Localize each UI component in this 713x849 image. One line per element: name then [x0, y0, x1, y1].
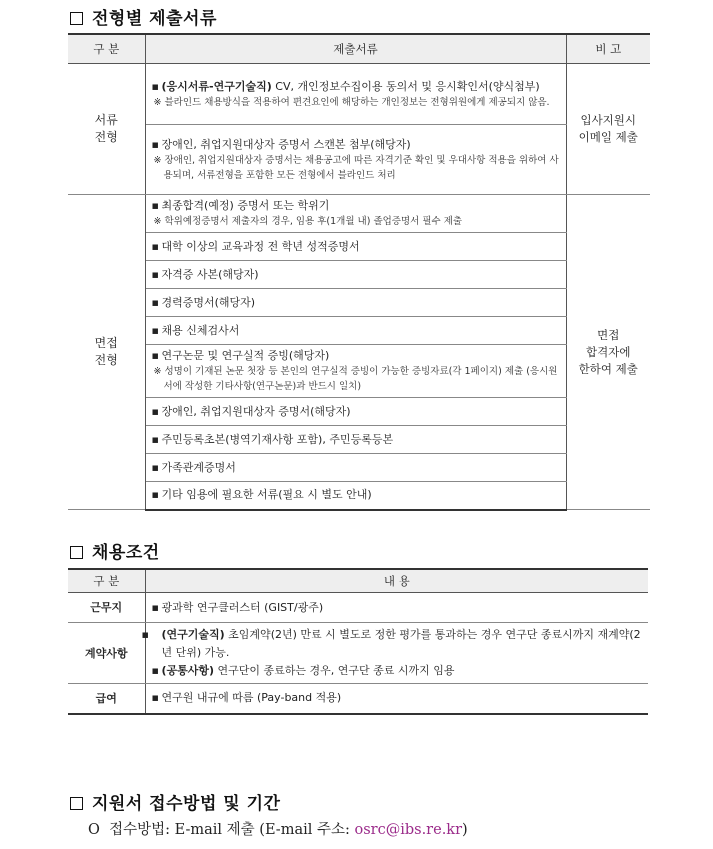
doc-item-1: ▪ (응시서류-연구기술직) CV, 개인정보수집이용 동의서 및 응시확인서(양식첨부) ※ 블라인드 채용방식을 적용하여 편견요인에 해당하는 개인정보는 전형위원에게 제공되지 않음. — [145, 64, 566, 125]
row-label-contract: 계약사항 — [68, 623, 145, 684]
interview-item-5: ▪ 채용 신체검사서 — [145, 317, 566, 345]
documents-table-header — [68, 34, 650, 64]
interview-stage-remark: 면접 합격자에 한하여 제출 — [566, 195, 650, 510]
checkbox-square-icon — [70, 12, 83, 25]
table-row — [68, 398, 650, 426]
section-title-application: 지원서 접수방법 및 기간 — [70, 789, 280, 814]
table-row — [68, 623, 648, 684]
application-method: O 접수방법: E-mail 제출 (E-mail 주소: osrc@ibs.re.kr) — [88, 822, 468, 838]
doc-item-2: ▪ 장애인, 취업지원대상자 증명서 스캔본 첨부(해당자) ※ 장애인, 취업지원대상자 증명서는 채용공고에 따른 자격기준 확인 및 우대사항 적용을 위하여 사용되며, 서류전형을 포함한 모든 전형에서 블라인드 처리 — [145, 125, 566, 195]
table-row — [68, 684, 648, 714]
table-row — [68, 289, 650, 317]
row-label-salary: 급여 — [68, 684, 145, 714]
row-content-contract: ▪ (연구기술직) 초임계약(2년) 만료 시 별도로 정한 평가를 통과하는 경우 연구단 종료시까지 재계약(2년 단위) 가능. ▪ (공통사항) 연구단이 종료하는 경우, 연구단 종료 시까지 임용 — [145, 623, 648, 684]
interview-item-1: ▪ 최종합격(예정) 증명서 또는 학위기 ※ 학위예정증명서 제출자의 경우, 임용 후(1개월 내) 졸업증명서 필수 제출 — [145, 195, 566, 233]
conditions-table-header — [68, 569, 648, 593]
conditions-table — [68, 568, 648, 715]
table-row — [68, 593, 648, 623]
table-row — [68, 195, 650, 233]
row-content-workplace: ▪ 광과학 연구클러스터 (GIST/광주) — [145, 593, 648, 623]
table-row — [68, 426, 650, 454]
email-link[interactable]: osrc@ibs.re.kr — [354, 822, 463, 838]
header-category: 구 분 — [68, 34, 145, 64]
doc-stage-remark: 입사지원시 이메일 제출 — [566, 64, 650, 195]
section-title-documents: 전형별 제출서류 — [70, 4, 217, 29]
header-remark: 비 고 — [566, 34, 650, 64]
interview-item-6: ▪ 연구논문 및 연구실적 증빙(해당자) ※ 성명이 기재된 논문 첫장 등 본인의 연구실적 증빙이 가능한 증빙자료(각 1페이지) 제출 (응시원서에 작성한 기타사항(연구논문)과 반드시 일치) — [145, 345, 566, 398]
interview-item-8: ▪ 주민등록초본(병역기재사항 포함), 주민등록등본 — [145, 426, 566, 454]
table-row — [68, 125, 650, 195]
table-row — [68, 261, 650, 289]
interview-item-10: ▪ 기타 임용에 필요한 서류(필요 시 별도 안내) — [145, 482, 566, 510]
header-content: 내 용 — [145, 569, 648, 593]
interview-item-4: ▪ 경력증명서(해당자) — [145, 289, 566, 317]
checkbox-square-icon — [70, 797, 83, 810]
interview-item-2: ▪ 대학 이상의 교육과정 전 학년 성적증명서 — [145, 233, 566, 261]
table-row — [68, 233, 650, 261]
header-category: 구 분 — [68, 569, 145, 593]
circle-bullet: O — [88, 822, 100, 838]
table-row — [68, 454, 650, 482]
section-title-conditions: 채용조건 — [70, 538, 160, 563]
doc-stage-category: 서류 전형 — [68, 64, 145, 195]
table-row — [68, 345, 650, 398]
table-row — [68, 482, 650, 510]
row-content-salary: ▪ 연구원 내규에 따름 (Pay-band 적용) — [145, 684, 648, 714]
checkbox-square-icon — [70, 546, 83, 559]
interview-item-9: ▪ 가족관계증명서 — [145, 454, 566, 482]
interview-item-3: ▪ 자격증 사본(해당자) — [145, 261, 566, 289]
interview-item-7: ▪ 장애인, 취업지원대상자 증명서(해당자) — [145, 398, 566, 426]
table-row — [68, 317, 650, 345]
row-label-workplace: 근무지 — [68, 593, 145, 623]
documents-table — [68, 33, 650, 511]
header-documents: 제출서류 — [145, 34, 566, 64]
table-row — [68, 64, 650, 125]
interview-stage-category: 면접 전형 — [68, 195, 145, 510]
